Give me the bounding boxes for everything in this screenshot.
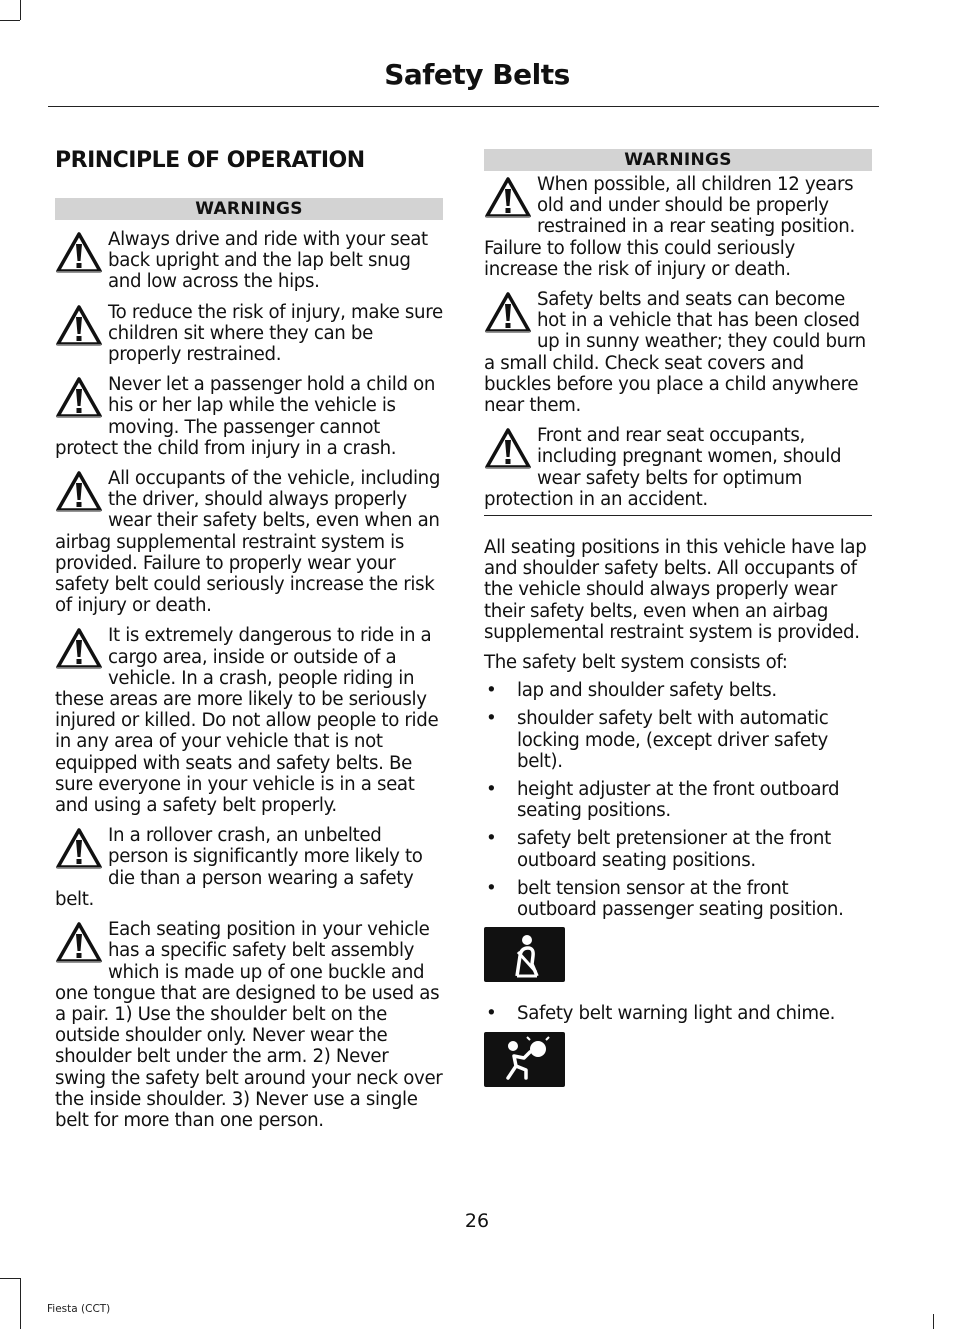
page-number: 26 <box>464 1210 490 1232</box>
warning-item <box>55 468 443 616</box>
crop-mark <box>0 20 20 21</box>
warning-triangle-icon <box>55 921 103 965</box>
footer-model: Fiesta (CCT) <box>47 1303 111 1315</box>
list-item: • height adjuster at the front outboard seating positions. <box>486 779 840 822</box>
warning-triangle-icon <box>484 291 532 335</box>
list-item: • Safety belt warning light and chime. <box>486 1003 836 1025</box>
airbag-warning-icon <box>484 1032 565 1087</box>
crop-mark <box>20 0 21 20</box>
warning-triangle-icon <box>55 470 103 514</box>
list-item-text: safety belt pretensioner at the front outboard seating positions. <box>517 828 831 871</box>
warning-triangle-icon <box>55 627 103 671</box>
crop-mark <box>0 1278 20 1279</box>
right-column <box>484 149 872 1087</box>
warning-text: All occupants of the vehicle, including the driver, should always properly wear their safety belts, even when an airbag supplemental restraint system is provided. Failure to properly wear your safety belt could seriously increase the risk of injury or death. <box>55 468 441 617</box>
warning-text: Each seating position in your vehicle has a specific safety belt assembly which is made up of one buckle and one tongue that are designed to be used as a pair. 1) Use the shoulder belt on the outside shoulder only. Never wear the shoulder belt under the arm. 2) Never swing the safety belt around your neck over the inside shoulder. 3) Never use a single belt for more than one person. <box>55 919 443 1131</box>
warnings-header: WARNINGS <box>484 149 872 171</box>
warning-text: Safety belts and seats can become hot in a vehicle that has been closed up in sunny weather; they could burn a small child. Check seat covers and buckles before you place a child anywhere near them. <box>484 289 866 417</box>
warnings-end-rule <box>484 515 872 516</box>
list-item-text: shoulder safety belt with automatic locking mode, (except driver safety belt). <box>517 708 829 772</box>
warning-text: To reduce the risk of injury, make sure children sit where they can be properly restrained. <box>108 301 443 366</box>
warning-item <box>484 174 872 280</box>
list-item-text: Safety belt warning light and chime. <box>517 1003 836 1025</box>
warning-text: Always drive and ride with your seat back upright and the lap belt snug and low across the hips. <box>108 229 428 293</box>
warning-item <box>55 625 443 816</box>
warning-item <box>484 425 872 510</box>
warning-list <box>484 174 872 510</box>
crop-mark <box>933 1314 934 1329</box>
warning-triangle-icon <box>55 304 103 348</box>
warning-text: Never let a passenger hold a child on his or her lap while the vehicle is moving. The passenger cannot protect the child from injury in a crash. <box>55 374 436 459</box>
warning-triangle-icon <box>484 427 532 471</box>
warning-triangle-icon <box>55 231 103 275</box>
list-item-text: lap and shoulder safety belts. <box>517 680 777 702</box>
warning-item <box>55 825 443 910</box>
warning-list <box>55 229 443 1131</box>
warning-text: It is extremely dangerous to ride in a cargo area, inside or outside of a vehicle. In a crash, people riding in these areas are more likely to be seriously injured or killed. Do not allow people to ride in any area of your vehicle that is not equipped with seats and safety belts. Be sure everyone in your vehicle is in a seat and using a safety belt properly. <box>55 625 439 817</box>
intro-paragraph: All seating positions in this vehicle have lap and shoulder safety belts. All occupants of the vehicle should always properly wear their safety belts, even when an airbag supplemental restraint system is provided. <box>484 537 867 643</box>
warning-text: Front and rear seat occupants, including pregnant women, should wear safety belts for optimum protection in an accident. <box>484 425 842 510</box>
warning-triangle-icon <box>55 827 103 871</box>
list-item: • safety belt pretensioner at the front outboard seating positions. <box>486 828 831 871</box>
list-item: • belt tension sensor at the front outboard passenger seating position. <box>486 877 844 921</box>
warning-item <box>55 919 443 1131</box>
system-lead-paragraph: The safety belt system consists of: <box>484 652 788 674</box>
warning-item <box>55 374 443 459</box>
page-title: Safety Belts <box>384 58 570 91</box>
warning-item <box>55 229 443 293</box>
crop-mark <box>20 1278 21 1329</box>
list-item-text: height adjuster at the front outboard seating positions. <box>517 779 840 822</box>
list-item-text: belt tension sensor at the front outboard passenger seating position. <box>517 877 844 921</box>
warning-item <box>55 302 443 366</box>
seatbelt-reminder-icon <box>484 927 565 982</box>
warning-light-list <box>484 1003 872 1024</box>
title-divider <box>48 106 879 107</box>
warnings-header: WARNINGS <box>55 198 443 220</box>
warning-item <box>484 289 872 416</box>
left-column <box>55 198 443 1131</box>
warning-text: In a rollover crash, an unbelted person is significantly more likely to die than a person wearing a safety belt. <box>55 825 423 910</box>
list-item: • shoulder safety belt with automatic locking mode, (except driver safety belt). <box>486 708 829 772</box>
list-item: • lap and shoulder safety belts. <box>486 680 777 702</box>
warning-triangle-icon <box>55 376 103 420</box>
section-heading: PRINCIPLE OF OPERATION <box>55 148 365 173</box>
system-component-list <box>484 680 872 920</box>
warning-triangle-icon <box>484 176 532 220</box>
warning-text: When possible, all children 12 years old and under should be properly restrained in a rear seating position. Failure to follow this could seriously increase the risk of injury or death. <box>484 174 855 280</box>
